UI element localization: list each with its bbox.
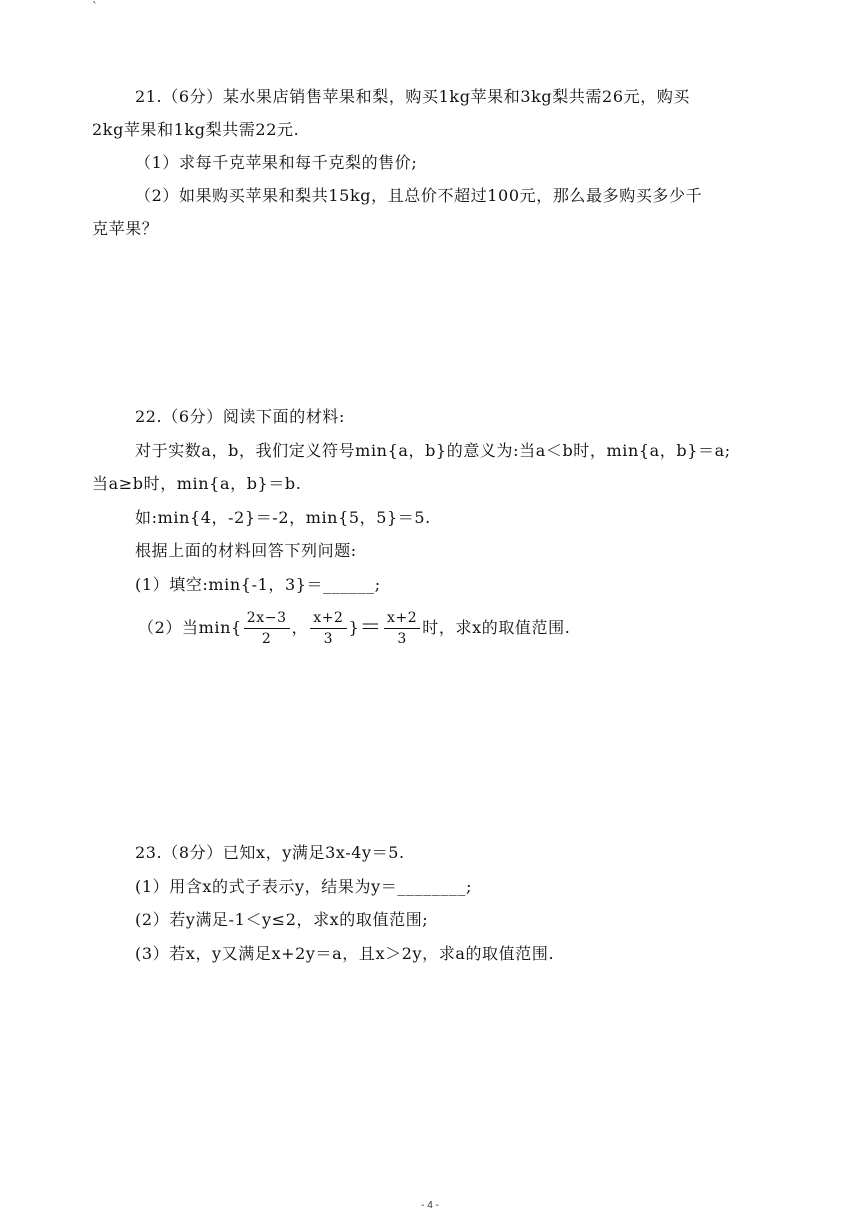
q22-example: 如:min{4，-2}＝-2，min{5，5}＝5. <box>135 508 431 527</box>
fraction-3-numerator: x+2 <box>384 609 420 629</box>
q23-part2: (2）若y满足-1＜y≤2，求x的取值范围; <box>135 910 429 929</box>
fraction-1-denominator: 2 <box>261 631 272 647</box>
fraction-1-numerator: 2x−3 <box>244 609 290 629</box>
fraction-2-denominator: 3 <box>323 631 334 647</box>
fraction-2 <box>310 609 346 648</box>
close-brace: } <box>348 618 360 637</box>
q22-part1: (1）填空:min{-1，3}＝______; <box>135 575 381 594</box>
q23-part1: (1）用含x的式子表示y，结果为y＝________; <box>135 877 473 896</box>
q21-part1: （1）求每千克苹果和每千克梨的售价; <box>135 153 418 172</box>
q21-part2-line1: （2）如果购买苹果和梨共15kg，且总价不超过100元，那么最多购买多少千 <box>135 186 703 205</box>
page-number: - 4 - <box>421 1200 439 1211</box>
stray-mark: ` <box>92 0 98 14</box>
q23-part3: (3）若x，y又满足x+2y＝a，且x＞2y，求a的取值范围. <box>135 944 555 963</box>
q21-part2-line2: 克苹果？ <box>92 219 159 238</box>
q22-def-line2: 当a≥b时，min{a，b}＝b. <box>92 474 302 493</box>
q22-instruction: 根据上面的材料回答下列问题: <box>135 541 357 560</box>
fraction-2-numerator: x+2 <box>310 609 346 629</box>
q21-line2: 2kg苹果和1kg梨共需22元. <box>92 120 300 139</box>
fraction-3-denominator: 3 <box>397 631 407 647</box>
q22-part2-suffix: 时，求x的取值范围. <box>422 618 571 637</box>
q22-line1: 22.（6分）阅读下面的材料: <box>135 407 346 426</box>
q22-def-line1: 对于实数a，b，我们定义符号min{a，b}的意义为:当a＜b时，min{a，b}＝a; <box>135 441 731 460</box>
fraction-3 <box>384 609 420 648</box>
comma: ， <box>291 618 309 637</box>
q22-part2 <box>138 606 570 650</box>
q22-part2-prefix: （2）当min{ <box>138 618 242 637</box>
q23-line1: 23.（8分）已知x，y满足3x-4y＝5. <box>135 843 405 862</box>
q21-line1: 21.（6分）某水果店销售苹果和梨，购买1kg苹果和3kg梨共需26元，购买 <box>135 87 691 106</box>
fraction-1 <box>244 609 290 648</box>
equals-sign: ＝ <box>359 615 382 641</box>
